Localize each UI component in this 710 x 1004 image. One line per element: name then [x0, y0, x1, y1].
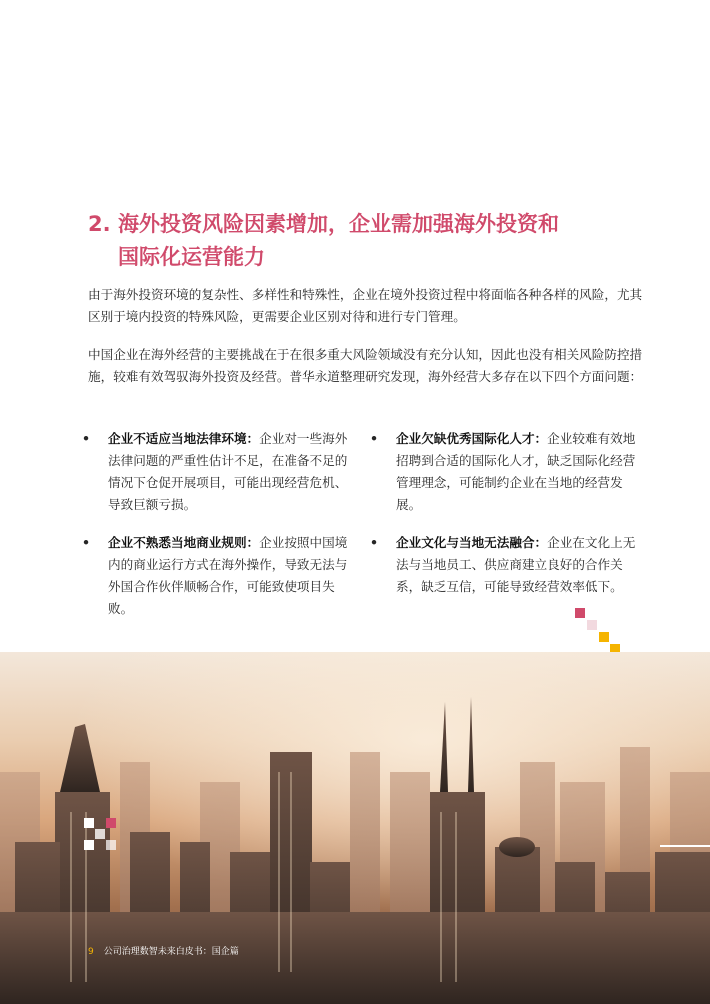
challenge-paragraph: 中国企业在海外经营的主要挑战在于在很多重大风险领域没有充分认知，因此也没有相关风险防控措施，较难有效驾驭海外投资及经营。普华永道整理研究发现，海外经营大多存在以下四个方面问题： — [88, 347, 643, 384]
section-heading — [88, 208, 688, 274]
bullet-title: 企业文化与当地无法融合： — [396, 535, 548, 550]
bullet-item-talent — [370, 428, 636, 516]
page-number: 9 — [88, 947, 94, 957]
section-number: 2. — [88, 212, 111, 236]
page-footer — [88, 944, 239, 960]
bullet-marker: • — [82, 431, 91, 446]
bullet-item-culture — [370, 532, 636, 598]
bullet-text: 企业在文化上无法与当地员工、供应商建立良好的合作关系，缺乏互信，可能导致经营效率低下。 — [396, 535, 636, 594]
bullet-text: 企业对一些海外法律问题的严重性估计不足，在准备不足的情况下仓促开展项目，可能出现经营危机、导致巨额亏损。 — [108, 431, 348, 512]
footer-title: 公司治理数智未来白皮书：国企篇 — [103, 947, 239, 957]
intro-paragraph: 由于海外投资环境的复杂性、多样性和特殊性，企业在境外投资过程中将面临各种各样的风险，尤其区别于境内投资的特殊风险，更需要企业区别对待和进行专门管理。 — [88, 287, 643, 324]
bullet-item-business-rules — [82, 532, 348, 620]
heading-line-2: 国际化运营能力 — [118, 245, 265, 269]
bullet-marker: • — [370, 535, 379, 550]
bullet-marker: • — [370, 431, 379, 446]
heading-line-1: 海外投资风险因素增加，企业需加强海外投资和 — [118, 212, 559, 236]
bullet-marker: • — [82, 535, 91, 550]
bullet-text: 企业较难有效地招聘到合适的国际化人才，缺乏国际化经营管理理念，可能制约企业在当地的经营发展。 — [396, 431, 636, 512]
bullet-title: 企业欠缺优秀国际化人才： — [396, 431, 548, 446]
bullet-item-legal — [82, 428, 348, 516]
bullet-title: 企业不适应当地法律环境： — [108, 431, 260, 446]
bullet-text: 企业按照中国境内的商业运行方式在海外操作，导致无法与外国合作伙伴顺畅合作，可能致使项目失败。 — [108, 535, 348, 616]
bullet-title: 企业不熟悉当地商业规则： — [108, 535, 260, 550]
